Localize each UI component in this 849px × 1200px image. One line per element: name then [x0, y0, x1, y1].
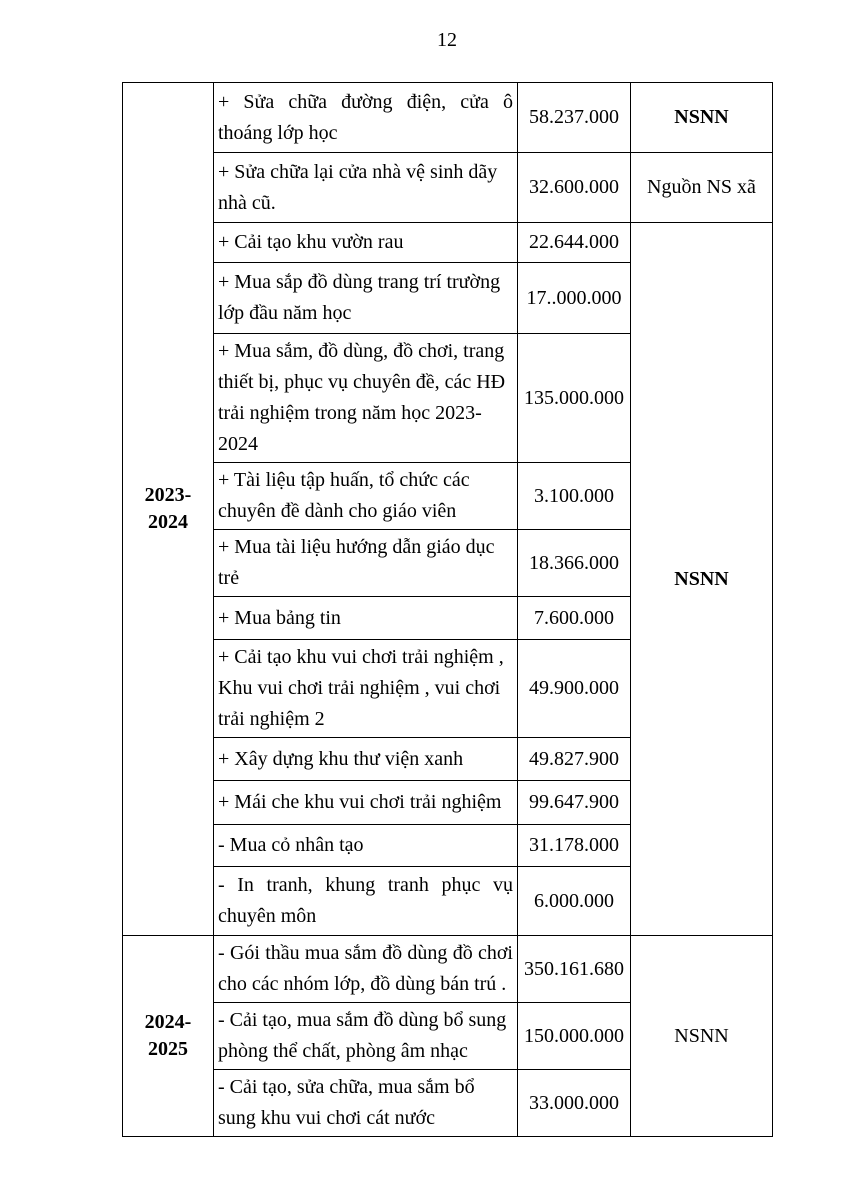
desc-cell: - Gói thầu mua sắm đồ dùng đồ chơi cho các nhóm lớp, đồ dùng bán trú .	[214, 936, 518, 1003]
amount-cell: 3.100.000	[518, 463, 631, 530]
desc-cell: + Cải tạo khu vui chơi trải nghiệm , Khu vui chơi trải nghiệm , vui chơi trải nghiệm 2	[214, 640, 518, 738]
amount-cell: 350.161.680	[518, 936, 631, 1003]
amount-cell: 6.000.000	[518, 867, 631, 936]
budget-table	[122, 82, 773, 1137]
desc-cell: + Xây dựng khu thư viện xanh	[214, 738, 518, 781]
desc-cell: - In tranh, khung tranh phục vụ chuyên môn	[214, 867, 518, 936]
desc-cell: + Cải tạo khu vườn rau	[214, 223, 518, 263]
amount-cell: 22.644.000	[518, 223, 631, 263]
source-cell: NSNN	[631, 83, 773, 153]
amount-cell: 7.600.000	[518, 597, 631, 640]
source-cell: Nguồn NS xã	[631, 153, 773, 223]
year-line-2: 2024	[148, 511, 188, 533]
table-row	[123, 83, 773, 153]
table-row	[123, 223, 773, 263]
amount-cell: 18.366.000	[518, 530, 631, 597]
desc-cell: - Cải tạo, mua sắm đồ dùng bổ sung phòng thể chất, phòng âm nhạc	[214, 1003, 518, 1070]
year-cell-2024-2025	[123, 936, 214, 1137]
desc-cell: + Mua bảng tin	[214, 597, 518, 640]
amount-cell: 49.827.900	[518, 738, 631, 781]
desc-cell: + Mua sắp đồ dùng trang trí trường lớp đầu năm học	[214, 263, 518, 334]
amount-cell: 150.000.000	[518, 1003, 631, 1070]
year-cell-2023-2024	[123, 83, 214, 936]
desc-cell: + Mái che khu vui chơi trải nghiệm	[214, 781, 518, 825]
source-cell-merged: NSNN	[631, 936, 773, 1137]
amount-cell: 58.237.000	[518, 83, 631, 153]
desc-cell: + Sửa chữa lại cửa nhà vệ sinh dãy nhà cũ.	[214, 153, 518, 223]
amount-cell: 99.647.900	[518, 781, 631, 825]
content-area	[122, 0, 772, 1137]
desc-cell: - Mua cỏ nhân tạo	[214, 825, 518, 867]
desc-cell: - Cải tạo, sửa chữa, mua sắm bổ sung khu vui chơi cát nước	[214, 1070, 518, 1137]
year-line-2: 2025	[148, 1038, 188, 1060]
table-row	[123, 153, 773, 223]
amount-cell: 33.000.000	[518, 1070, 631, 1137]
desc-cell: + Sửa chữa đường điện, cửa ô thoáng lớp học	[214, 83, 518, 153]
amount-cell: 31.178.000	[518, 825, 631, 867]
source-cell-merged: NSNN	[631, 223, 773, 936]
desc-cell: + Mua sắm, đồ dùng, đồ chơi, trang thiết bị, phục vụ chuyên đề, các HĐ trải nghiệm trong năm học 2023-2024	[214, 334, 518, 463]
amount-cell: 32.600.000	[518, 153, 631, 223]
year-line-1: 2024-	[144, 1011, 192, 1033]
page-number: 12	[437, 29, 457, 51]
year-line-1: 2023-	[144, 484, 192, 506]
table-row	[123, 936, 773, 1003]
amount-cell: 49.900.000	[518, 640, 631, 738]
amount-cell: 17..000.000	[518, 263, 631, 334]
amount-cell: 135.000.000	[518, 334, 631, 463]
desc-cell: + Mua tài liệu hướng dẫn giáo dục trẻ	[214, 530, 518, 597]
desc-cell: + Tài liệu tập huấn, tổ chức các chuyên đề dành cho giáo viên	[214, 463, 518, 530]
